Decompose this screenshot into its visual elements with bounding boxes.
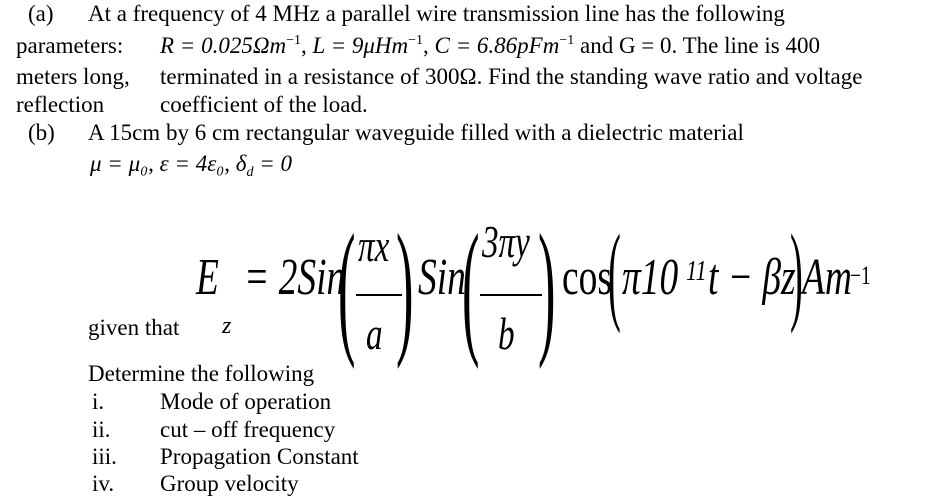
param-c-exp: −1 xyxy=(559,33,575,48)
list-item-number: iv. xyxy=(92,471,115,496)
list-item-number: ii. xyxy=(92,417,111,442)
list-item-number: iii. xyxy=(92,444,117,469)
part-b-label: (b) xyxy=(28,120,55,145)
params-sub: d xyxy=(246,165,254,180)
param-r: R = 0.025Ωm xyxy=(160,33,287,58)
eq-unit-exp: −1 xyxy=(850,261,871,290)
part-a-lead-parameters: parameters: xyxy=(16,33,124,58)
eq-frac2-bar xyxy=(480,294,542,296)
eq-lhs-sub: z xyxy=(222,313,232,339)
param-l-exp: −1 xyxy=(408,33,424,48)
eq-cos: cos xyxy=(562,249,612,306)
eq-arg: π10 xyxy=(622,249,679,306)
param-r-exp: −1 xyxy=(286,33,301,48)
eq-exp11: 11 xyxy=(686,256,707,287)
list-item-text: Mode of operation xyxy=(160,389,332,414)
part-a-line3: terminated in a resistance of 300Ω. Find the standing wave ratio and voltage xyxy=(160,64,863,89)
determine-heading: Determine the following xyxy=(88,361,315,386)
list-item-text: Group velocity xyxy=(160,471,299,496)
part-a-label: (a) xyxy=(28,1,54,26)
eq-paren-open-3: ( xyxy=(608,212,621,334)
list-item-text: Propagation Constant xyxy=(160,444,359,469)
param-c: C = 6.86pFm xyxy=(434,33,560,58)
params-text: μ = μ₀, ε = 4ε₀, δ xyxy=(90,151,247,176)
eq-lhs: E xyxy=(196,249,219,306)
part-a-parameters: $R = 0.025\Omega m^{-1}$, L = 9μHm$^{-1}$, C = 6.86pFm$^{-1}$ and G = 0. The line is 400 xyxy=(160,33,820,58)
eq-frac1-num: πx xyxy=(358,220,390,271)
given-that: given that xyxy=(88,315,180,340)
part-a-lead-meters: meters long, xyxy=(16,64,130,89)
eq-paren-close-3: ) xyxy=(790,212,803,334)
eq-frac1-den: a xyxy=(366,308,383,359)
list-item-text: cut – off frequency xyxy=(160,417,336,442)
eq-sin2: Sin xyxy=(418,249,466,306)
eq-equals-sin: = 2Sin xyxy=(244,249,346,306)
eq-paren-close-2: ) xyxy=(538,204,556,370)
part-a-line1: At a frequency of 4 MHz a parallel wire transmission line has the following xyxy=(88,1,785,26)
eq-unit: Am xyxy=(802,249,852,306)
eq-frac2-den: b xyxy=(498,308,515,359)
eq-arg-rest: t − βz xyxy=(708,249,796,306)
part-b-line1: A 15cm by 6 cm rectangular waveguide filled with a dielectric material xyxy=(88,120,744,145)
eq-paren-open-2: ( xyxy=(462,204,480,370)
list-item-number: i. xyxy=(92,389,105,414)
params-end: = 0 xyxy=(253,151,292,176)
eq-frac2-num: 3πy xyxy=(482,216,530,267)
part-a-line4: coefficient of the load. xyxy=(160,92,368,117)
eq-paren-open-1: ( xyxy=(338,204,356,370)
param-g: and G = 0. The line is 400 xyxy=(579,33,820,58)
part-a-lead-reflection: reflection xyxy=(16,92,105,117)
eq-paren-close-1: ) xyxy=(396,204,414,370)
param-l: L = 9μHm xyxy=(312,33,409,58)
